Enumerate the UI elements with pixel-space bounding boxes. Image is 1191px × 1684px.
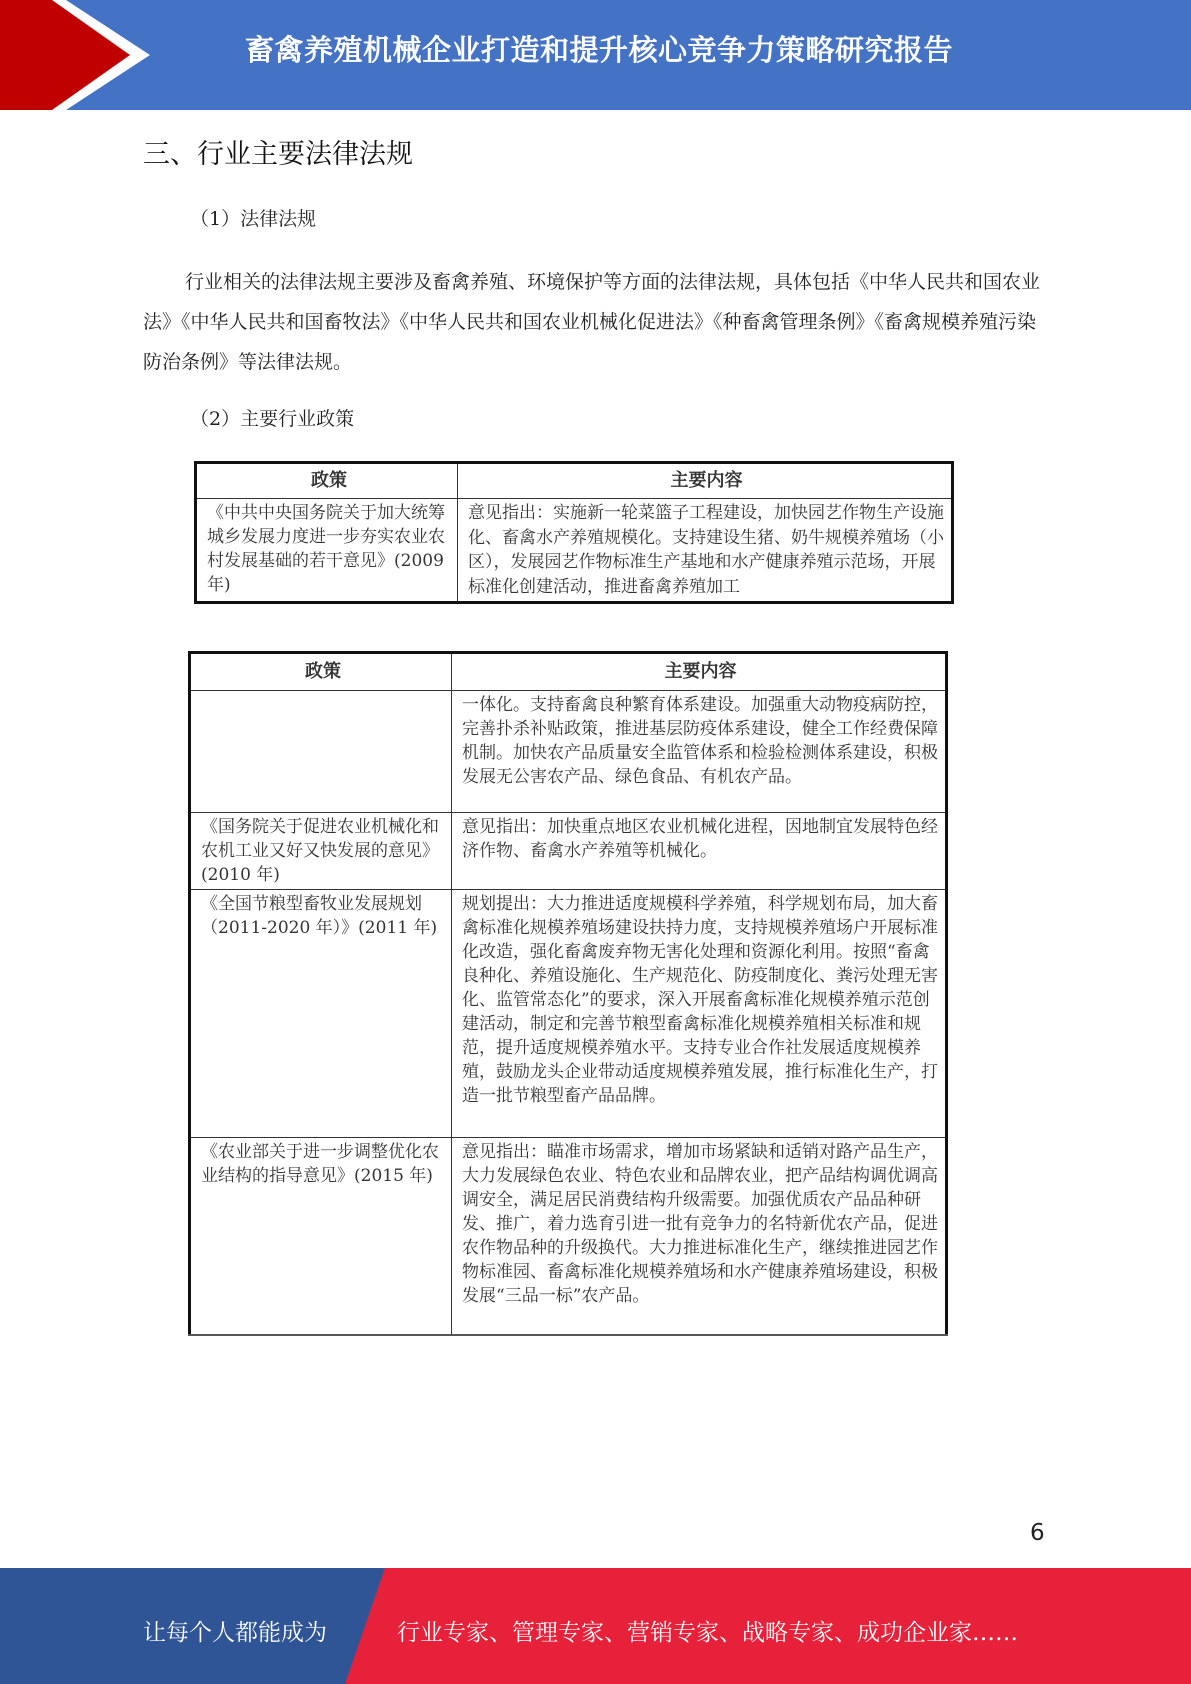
policy-cell: 《中共中央国务院关于加大统筹城乡发展力度进一步夯实农业农村发展基础的若干意见》(2009 年)	[196, 499, 458, 603]
header-chevron-decoration	[0, 0, 150, 110]
policy-table-part2	[188, 651, 948, 1336]
subsection-policies: （2）主要行业政策	[190, 408, 355, 430]
header-policy: 政策	[196, 463, 458, 499]
policy-cell: 《农业部关于进一步调整优化农业结构的指导意见》(2015 年)	[190, 1138, 452, 1336]
section-title: 三、行业主要法律法规	[143, 139, 413, 170]
footer-slogan-right: 行业专家、管理专家、营销专家、战略专家、成功企业家……	[397, 1620, 1018, 1646]
policy-cell: 《全国节粮型畜牧业发展规划（2011-2020 年）》(2011 年)	[190, 890, 452, 1138]
page-number: 6	[1030, 1520, 1045, 1546]
table-row	[190, 691, 947, 813]
table-header-row	[196, 463, 953, 499]
table-row	[196, 499, 953, 603]
footer-slogan-left: 让每个人都能成为	[143, 1620, 327, 1646]
subsection-laws: （1）法律法规	[190, 208, 317, 230]
table-row	[190, 1138, 947, 1336]
laws-paragraph: 行业相关的法律法规主要涉及畜禽养殖、环境保护等方面的法律法规，具体包括《中华人民共和国农业法》《中华人民共和国畜牧法》《中华人民共和国农业机械化促进法》《种畜禽管理条例》《畜禽规模养殖污染防治条例》等法律法规。	[143, 271, 1041, 373]
table-row	[190, 890, 947, 1138]
header-content: 主要内容	[452, 653, 947, 691]
table-row	[190, 813, 947, 890]
content-cell: 规划提出：大力推进适度规模科学养殖，科学规划布局，加大畜禽标准化规模养殖场建设扶持力度，支持规模养殖场户开展标准化改造，强化畜禽废弃物无害化处理和资源化利用。按照“畜禽良种化、养殖设施化、生产规范化、防疫制度化、粪污处理无害化、监管常态化”的要求，深入开展畜禽标准化规模养殖示范创建活动，制定和完善节粮型畜禽标准化规模养殖相关标准和规范，提升适度规模养殖水平。支持专业合作社发展适度规模养殖，鼓励龙头企业带动适度规模养殖发展，推行标准化生产，打造一批节粮型畜产品品牌。	[452, 890, 947, 1138]
content-cell: 意见指出：瞄准市场需求，增加市场紧缺和适销对路产品生产，大力发展绿色农业、特色农业和品牌农业，把产品结构调优调高调安全，满足居民消费结构升级需要。加强优质农产品品种研发、推广，着力选育引进一批有竞争力的名特新优农产品，促进农作物品种的升级换代。大力推进标准化生产，继续推进园艺作物标准园、畜禽标准化规模养殖场和水产健康养殖场建设，积极发展“三品一标”农产品。	[452, 1138, 947, 1336]
content-cell: 意见指出：实施新一轮菜篮子工程建设，加快园艺作物生产设施化、畜禽水产养殖规模化。支持建设生猪、奶牛规模养殖场（小区），发展园艺作物标准生产基地和水产健康养殖示范场，开展标准化创建活动，推进畜禽养殖加工	[458, 499, 953, 603]
content-cell: 一体化。支持畜禽良种繁育体系建设。加强重大动物疫病防控，完善扑杀补贴政策，推进基层防疫体系建设，健全工作经费保障机制。加快农产品质量安全监管体系和检验检测体系建设，积极发展无公害农产品、绿色食品、有机农产品。	[452, 691, 947, 813]
report-header	[0, 0, 1191, 110]
report-footer	[0, 1568, 1191, 1684]
policy-cell	[190, 691, 452, 813]
policy-cell: 《国务院关于促进农业机械化和农机工业又好又快发展的意见》(2010 年)	[190, 813, 452, 890]
report-title: 畜禽养殖机械企业打造和提升核心竞争力策略研究报告	[245, 33, 954, 67]
header-policy: 政策	[190, 653, 452, 691]
policy-table-part1	[194, 461, 954, 604]
table-header-row	[190, 653, 947, 691]
content-cell: 意见指出：加快重点地区农业机械化进程，因地制宜发展特色经济作物、畜禽水产养殖等机械化。	[452, 813, 947, 890]
table-cut-edge	[188, 1334, 948, 1336]
header-content: 主要内容	[458, 463, 953, 499]
